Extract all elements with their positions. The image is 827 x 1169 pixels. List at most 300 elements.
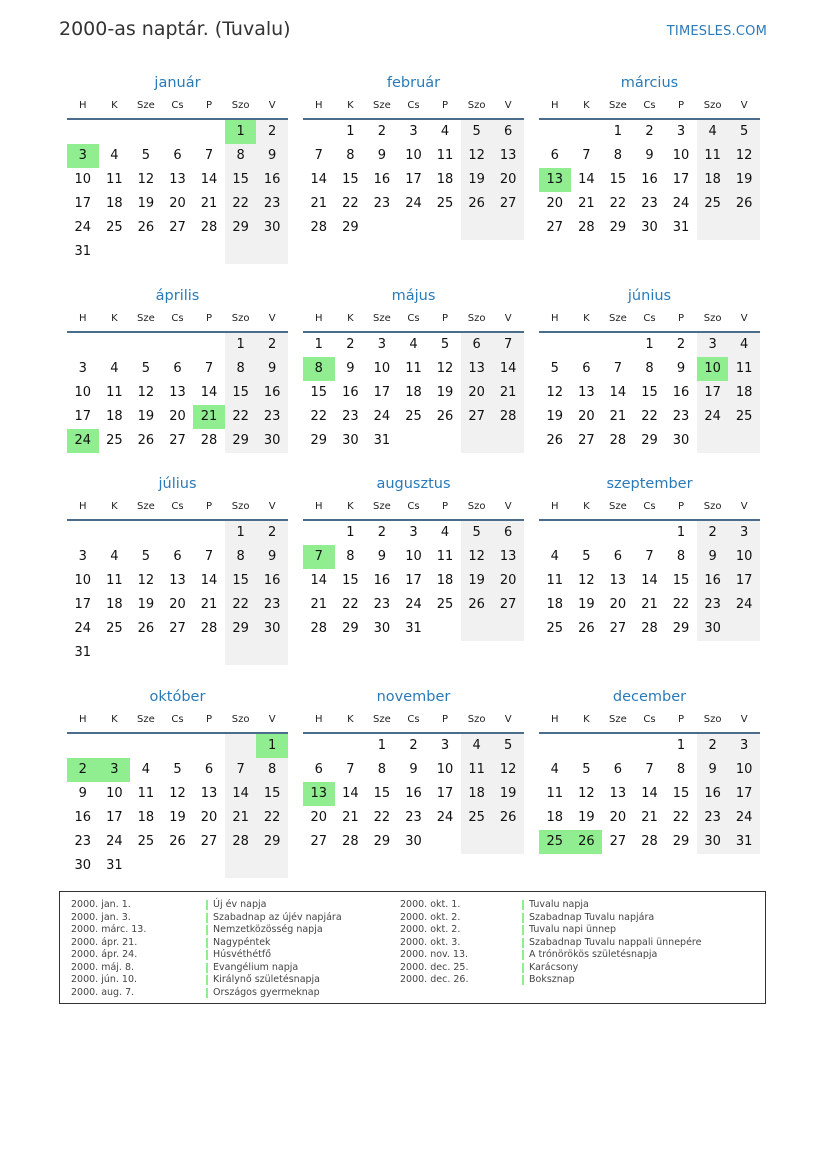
day-cell[interactable]: 4 bbox=[110, 361, 119, 376]
day-cell[interactable]: 12 bbox=[461, 545, 493, 569]
day-cell[interactable]: 30 bbox=[256, 617, 288, 641]
day-cell[interactable]: 18 bbox=[728, 381, 760, 405]
day-cell[interactable]: 4 bbox=[550, 762, 559, 777]
day-cell[interactable]: 5 bbox=[492, 734, 524, 758]
day-cell[interactable]: 21 bbox=[200, 597, 218, 612]
day-cell[interactable]: 27 bbox=[609, 621, 627, 636]
day-cell[interactable]: 20 bbox=[169, 409, 186, 424]
day-cell[interactable]: 9 bbox=[346, 361, 355, 376]
day-cell[interactable]: 3 bbox=[676, 124, 686, 139]
day-cell[interactable]: 13 bbox=[200, 786, 218, 801]
day-cell[interactable]: 21 bbox=[342, 810, 359, 825]
day-cell[interactable]: 5 bbox=[173, 762, 182, 777]
day-cell[interactable]: 25 bbox=[106, 433, 123, 448]
day-cell[interactable]: 16 bbox=[74, 810, 92, 825]
day-cell[interactable]: 4 bbox=[440, 124, 450, 139]
day-cell[interactable]: 8 bbox=[256, 758, 288, 782]
day-cell[interactable]: 14 bbox=[609, 385, 627, 400]
day-cell[interactable]: 20 bbox=[578, 409, 595, 424]
day-cell[interactable]: 9 bbox=[256, 144, 288, 168]
day-cell[interactable]: 10 bbox=[405, 549, 422, 564]
day-cell[interactable]: 18 bbox=[106, 409, 123, 424]
day-cell[interactable]: 7 bbox=[204, 361, 214, 376]
day-cell[interactable]: 1 bbox=[377, 738, 387, 753]
day-cell[interactable]: 18 bbox=[106, 597, 123, 612]
day-cell[interactable]: 14 bbox=[225, 782, 257, 806]
day-cell[interactable]: 31 bbox=[728, 830, 760, 854]
day-cell[interactable]: 16 bbox=[697, 569, 729, 593]
day-cell[interactable]: 10 bbox=[405, 148, 422, 163]
day-cell[interactable]: 20 bbox=[546, 196, 564, 211]
day-cell[interactable]: 30 bbox=[74, 858, 92, 873]
day-cell[interactable]: 7 bbox=[303, 545, 335, 569]
day-cell[interactable]: 3 bbox=[99, 758, 131, 782]
day-cell[interactable]: 15 bbox=[609, 172, 627, 187]
day-cell[interactable]: 29 bbox=[641, 433, 658, 448]
day-cell[interactable]: 5 bbox=[141, 148, 151, 163]
day-cell[interactable]: 28 bbox=[492, 405, 524, 429]
day-cell[interactable]: 25 bbox=[461, 806, 493, 830]
day-cell[interactable]: 2 bbox=[676, 337, 686, 352]
day-cell[interactable]: 21 bbox=[225, 806, 257, 830]
day-cell[interactable]: 25 bbox=[436, 196, 454, 211]
day-cell[interactable]: 9 bbox=[256, 545, 288, 569]
day-cell[interactable]: 26 bbox=[137, 220, 155, 235]
day-cell[interactable]: 9 bbox=[645, 148, 654, 163]
day-cell[interactable]: 31 bbox=[672, 220, 690, 235]
day-cell[interactable]: 28 bbox=[310, 220, 328, 235]
day-cell[interactable]: 14 bbox=[200, 385, 218, 400]
day-cell[interactable]: 30 bbox=[373, 621, 391, 636]
day-cell[interactable]: 22 bbox=[225, 192, 257, 216]
day-cell[interactable]: 10 bbox=[728, 758, 760, 782]
day-cell[interactable]: 4 bbox=[697, 120, 729, 144]
day-cell[interactable]: 31 bbox=[106, 858, 123, 873]
day-cell[interactable]: 1 bbox=[225, 333, 257, 357]
day-cell[interactable]: 27 bbox=[169, 621, 186, 636]
day-cell[interactable]: 27 bbox=[492, 593, 524, 617]
day-cell[interactable]: 24 bbox=[405, 597, 422, 612]
day-cell[interactable]: 17 bbox=[405, 573, 422, 588]
day-cell[interactable]: 2 bbox=[256, 120, 288, 144]
day-cell[interactable]: 23 bbox=[373, 196, 391, 211]
day-cell[interactable]: 15 bbox=[225, 569, 257, 593]
day-cell[interactable]: 23 bbox=[256, 405, 288, 429]
day-cell[interactable]: 8 bbox=[225, 545, 257, 569]
day-cell[interactable]: 22 bbox=[641, 409, 658, 424]
day-cell[interactable]: 23 bbox=[697, 593, 729, 617]
day-cell[interactable]: 11 bbox=[106, 573, 123, 588]
day-cell[interactable]: 23 bbox=[342, 409, 359, 424]
day-cell[interactable]: 9 bbox=[409, 762, 418, 777]
day-cell[interactable]: 19 bbox=[578, 810, 595, 825]
day-cell[interactable]: 28 bbox=[578, 220, 595, 235]
day-cell[interactable]: 29 bbox=[310, 433, 328, 448]
day-cell[interactable]: 10 bbox=[672, 148, 690, 163]
day-cell[interactable]: 30 bbox=[256, 216, 288, 240]
day-cell[interactable]: 26 bbox=[571, 830, 603, 854]
day-cell[interactable]: 8 bbox=[225, 144, 257, 168]
day-cell[interactable]: 12 bbox=[578, 786, 595, 801]
day-cell[interactable]: 30 bbox=[697, 617, 729, 641]
day-cell[interactable]: 12 bbox=[728, 144, 760, 168]
day-cell[interactable]: 25 bbox=[539, 830, 571, 854]
day-cell[interactable]: 12 bbox=[578, 573, 595, 588]
day-cell[interactable]: 4 bbox=[440, 525, 450, 540]
day-cell[interactable]: 17 bbox=[436, 786, 454, 801]
day-cell[interactable]: 16 bbox=[641, 172, 658, 187]
day-cell[interactable]: 4 bbox=[110, 549, 119, 564]
day-cell[interactable]: 29 bbox=[225, 617, 257, 641]
day-cell[interactable]: 18 bbox=[106, 196, 123, 211]
day-cell[interactable]: 16 bbox=[405, 786, 422, 801]
day-cell[interactable]: 12 bbox=[137, 172, 155, 187]
day-cell[interactable]: 27 bbox=[461, 405, 493, 429]
day-cell[interactable]: 24 bbox=[67, 429, 99, 453]
day-cell[interactable]: 27 bbox=[169, 220, 186, 235]
day-cell[interactable]: 22 bbox=[672, 810, 690, 825]
day-cell[interactable]: 14 bbox=[310, 172, 328, 187]
day-cell[interactable]: 3 bbox=[728, 734, 760, 758]
day-cell[interactable]: 16 bbox=[256, 569, 288, 593]
day-cell[interactable]: 12 bbox=[169, 786, 186, 801]
day-cell[interactable]: 30 bbox=[641, 220, 658, 235]
day-cell[interactable]: 17 bbox=[106, 810, 123, 825]
day-cell[interactable]: 25 bbox=[106, 220, 123, 235]
day-cell[interactable]: 15 bbox=[256, 782, 288, 806]
day-cell[interactable]: 15 bbox=[342, 573, 359, 588]
day-cell[interactable]: 12 bbox=[137, 385, 155, 400]
day-cell[interactable]: 2 bbox=[697, 734, 729, 758]
day-cell[interactable]: 5 bbox=[440, 337, 450, 352]
day-cell[interactable]: 6 bbox=[173, 549, 182, 564]
day-cell[interactable]: 2 bbox=[377, 124, 387, 139]
day-cell[interactable]: 2 bbox=[697, 521, 729, 545]
day-cell[interactable]: 26 bbox=[137, 621, 155, 636]
day-cell[interactable]: 7 bbox=[204, 148, 214, 163]
day-cell[interactable]: 15 bbox=[641, 385, 658, 400]
day-cell[interactable]: 23 bbox=[641, 196, 658, 211]
day-cell[interactable]: 27 bbox=[609, 834, 627, 849]
day-cell[interactable]: 13 bbox=[492, 545, 524, 569]
day-cell[interactable]: 19 bbox=[461, 569, 493, 593]
day-cell[interactable]: 9 bbox=[78, 786, 87, 801]
day-cell[interactable]: 17 bbox=[74, 196, 92, 211]
day-cell[interactable]: 22 bbox=[342, 196, 359, 211]
day-cell[interactable]: 25 bbox=[436, 597, 454, 612]
day-cell[interactable]: 24 bbox=[373, 409, 391, 424]
day-cell[interactable]: 24 bbox=[74, 220, 92, 235]
day-cell[interactable]: 19 bbox=[137, 196, 155, 211]
day-cell[interactable]: 6 bbox=[204, 762, 214, 777]
day-cell[interactable]: 20 bbox=[169, 196, 186, 211]
day-cell[interactable]: 9 bbox=[256, 357, 288, 381]
day-cell[interactable]: 5 bbox=[461, 521, 493, 545]
day-cell[interactable]: 13 bbox=[609, 786, 627, 801]
day-cell[interactable]: 30 bbox=[697, 830, 729, 854]
day-cell[interactable]: 8 bbox=[303, 357, 335, 381]
day-cell[interactable]: 10 bbox=[74, 385, 92, 400]
day-cell[interactable]: 23 bbox=[373, 597, 391, 612]
day-cell[interactable]: 19 bbox=[137, 597, 155, 612]
day-cell[interactable]: 29 bbox=[342, 220, 359, 235]
day-cell[interactable]: 3 bbox=[78, 361, 87, 376]
day-cell[interactable]: 14 bbox=[342, 786, 359, 801]
day-cell[interactable]: 9 bbox=[697, 545, 729, 569]
day-cell[interactable]: 24 bbox=[405, 196, 422, 211]
day-cell[interactable]: 2 bbox=[377, 525, 387, 540]
day-cell[interactable]: 24 bbox=[728, 806, 760, 830]
brand-link[interactable]: TIMESLES.COM bbox=[666, 24, 767, 39]
day-cell[interactable]: 22 bbox=[342, 597, 359, 612]
day-cell[interactable]: 31 bbox=[74, 244, 92, 259]
day-cell[interactable]: 1 bbox=[346, 124, 355, 139]
day-cell[interactable]: 1 bbox=[346, 525, 355, 540]
day-cell[interactable]: 6 bbox=[492, 120, 524, 144]
day-cell[interactable]: 22 bbox=[225, 593, 257, 617]
day-cell[interactable]: 28 bbox=[200, 220, 218, 235]
day-cell[interactable]: 19 bbox=[578, 597, 595, 612]
day-cell[interactable]: 23 bbox=[405, 810, 422, 825]
day-cell[interactable]: 4 bbox=[141, 762, 151, 777]
day-cell[interactable]: 23 bbox=[256, 593, 288, 617]
day-cell[interactable]: 26 bbox=[169, 834, 186, 849]
day-cell[interactable]: 13 bbox=[169, 573, 186, 588]
day-cell[interactable]: 14 bbox=[641, 573, 658, 588]
day-cell[interactable]: 17 bbox=[405, 172, 422, 187]
day-cell[interactable]: 26 bbox=[461, 192, 493, 216]
day-cell[interactable]: 4 bbox=[110, 148, 119, 163]
day-cell[interactable]: 21 bbox=[193, 405, 225, 429]
day-cell[interactable]: 20 bbox=[609, 597, 627, 612]
day-cell[interactable]: 8 bbox=[346, 549, 355, 564]
day-cell[interactable]: 26 bbox=[492, 806, 524, 830]
day-cell[interactable]: 29 bbox=[373, 834, 391, 849]
day-cell[interactable]: 16 bbox=[256, 381, 288, 405]
day-cell[interactable]: 5 bbox=[141, 361, 151, 376]
day-cell[interactable]: 11 bbox=[461, 758, 493, 782]
day-cell[interactable]: 7 bbox=[645, 762, 654, 777]
day-cell[interactable]: 4 bbox=[461, 734, 493, 758]
day-cell[interactable]: 21 bbox=[641, 810, 658, 825]
day-cell[interactable]: 11 bbox=[137, 786, 155, 801]
day-cell[interactable]: 7 bbox=[225, 758, 257, 782]
day-cell[interactable]: 11 bbox=[697, 144, 729, 168]
day-cell[interactable]: 5 bbox=[550, 361, 559, 376]
day-cell[interactable]: 16 bbox=[373, 573, 391, 588]
day-cell[interactable]: 17 bbox=[728, 782, 760, 806]
day-cell[interactable]: 25 bbox=[106, 621, 123, 636]
day-cell[interactable]: 15 bbox=[373, 786, 391, 801]
day-cell[interactable]: 3 bbox=[67, 144, 99, 168]
day-cell[interactable]: 28 bbox=[641, 834, 658, 849]
day-cell[interactable]: 18 bbox=[405, 385, 422, 400]
day-cell[interactable]: 19 bbox=[492, 782, 524, 806]
day-cell[interactable]: 12 bbox=[461, 144, 493, 168]
day-cell[interactable]: 13 bbox=[303, 782, 335, 806]
day-cell[interactable]: 20 bbox=[492, 569, 524, 593]
day-cell[interactable]: 15 bbox=[672, 573, 690, 588]
day-cell[interactable]: 11 bbox=[546, 573, 564, 588]
day-cell[interactable]: 9 bbox=[377, 549, 387, 564]
day-cell[interactable]: 9 bbox=[697, 758, 729, 782]
day-cell[interactable]: 18 bbox=[436, 573, 454, 588]
day-cell[interactable]: 8 bbox=[645, 361, 654, 376]
day-cell[interactable]: 2 bbox=[256, 333, 288, 357]
day-cell[interactable]: 24 bbox=[672, 196, 690, 211]
day-cell[interactable]: 19 bbox=[728, 168, 760, 192]
day-cell[interactable]: 4 bbox=[728, 333, 760, 357]
day-cell[interactable]: 2 bbox=[67, 758, 99, 782]
day-cell[interactable]: 6 bbox=[314, 762, 323, 777]
day-cell[interactable]: 5 bbox=[582, 549, 591, 564]
day-cell[interactable]: 13 bbox=[578, 385, 595, 400]
day-cell[interactable]: 18 bbox=[137, 810, 155, 825]
day-cell[interactable]: 22 bbox=[609, 196, 627, 211]
day-cell[interactable]: 14 bbox=[578, 172, 595, 187]
day-cell[interactable]: 16 bbox=[373, 172, 391, 187]
day-cell[interactable]: 19 bbox=[436, 385, 454, 400]
day-cell[interactable]: 30 bbox=[405, 834, 422, 849]
day-cell[interactable]: 24 bbox=[436, 810, 454, 825]
day-cell[interactable]: 8 bbox=[613, 148, 623, 163]
day-cell[interactable]: 2 bbox=[645, 124, 654, 139]
day-cell[interactable]: 17 bbox=[74, 597, 92, 612]
day-cell[interactable]: 27 bbox=[492, 192, 524, 216]
day-cell[interactable]: 12 bbox=[137, 573, 155, 588]
day-cell[interactable]: 4 bbox=[550, 549, 559, 564]
day-cell[interactable]: 7 bbox=[492, 333, 524, 357]
day-cell[interactable]: 18 bbox=[436, 172, 454, 187]
day-cell[interactable]: 23 bbox=[74, 834, 92, 849]
day-cell[interactable]: 22 bbox=[310, 409, 328, 424]
day-cell[interactable]: 28 bbox=[609, 433, 627, 448]
day-cell[interactable]: 26 bbox=[728, 192, 760, 216]
day-cell[interactable]: 3 bbox=[697, 333, 729, 357]
day-cell[interactable]: 28 bbox=[200, 621, 218, 636]
day-cell[interactable]: 7 bbox=[346, 762, 355, 777]
day-cell[interactable]: 25 bbox=[697, 192, 729, 216]
day-cell[interactable]: 29 bbox=[225, 429, 257, 453]
day-cell[interactable]: 31 bbox=[405, 621, 422, 636]
day-cell[interactable]: 21 bbox=[310, 196, 328, 211]
day-cell[interactable]: 21 bbox=[200, 196, 218, 211]
day-cell[interactable]: 24 bbox=[106, 834, 123, 849]
day-cell[interactable]: 13 bbox=[609, 573, 627, 588]
day-cell[interactable]: 27 bbox=[310, 834, 328, 849]
day-cell[interactable]: 6 bbox=[550, 148, 559, 163]
day-cell[interactable]: 21 bbox=[492, 381, 524, 405]
day-cell[interactable]: 8 bbox=[676, 762, 686, 777]
day-cell[interactable]: 25 bbox=[728, 405, 760, 429]
day-cell[interactable]: 2 bbox=[346, 337, 355, 352]
day-cell[interactable]: 28 bbox=[342, 834, 359, 849]
day-cell[interactable]: 19 bbox=[137, 409, 155, 424]
day-cell[interactable]: 27 bbox=[546, 220, 564, 235]
day-cell[interactable]: 25 bbox=[137, 834, 155, 849]
day-cell[interactable]: 18 bbox=[546, 597, 564, 612]
day-cell[interactable]: 28 bbox=[200, 433, 218, 448]
day-cell[interactable]: 28 bbox=[641, 621, 658, 636]
day-cell[interactable]: 22 bbox=[225, 405, 257, 429]
day-cell[interactable]: 23 bbox=[256, 192, 288, 216]
day-cell[interactable]: 15 bbox=[225, 168, 257, 192]
day-cell[interactable]: 1 bbox=[613, 124, 623, 139]
day-cell[interactable]: 11 bbox=[546, 786, 564, 801]
day-cell[interactable]: 22 bbox=[373, 810, 391, 825]
day-cell[interactable]: 14 bbox=[200, 172, 218, 187]
day-cell[interactable]: 5 bbox=[141, 549, 151, 564]
day-cell[interactable]: 26 bbox=[461, 593, 493, 617]
day-cell[interactable]: 1 bbox=[645, 337, 654, 352]
day-cell[interactable]: 5 bbox=[582, 762, 591, 777]
day-cell[interactable]: 6 bbox=[613, 549, 623, 564]
day-cell[interactable]: 1 bbox=[256, 734, 288, 758]
day-cell[interactable]: 14 bbox=[641, 786, 658, 801]
day-cell[interactable]: 30 bbox=[342, 433, 359, 448]
day-cell[interactable]: 17 bbox=[728, 569, 760, 593]
day-cell[interactable]: 13 bbox=[539, 168, 571, 192]
day-cell[interactable]: 17 bbox=[74, 409, 92, 424]
day-cell[interactable]: 7 bbox=[645, 549, 654, 564]
day-cell[interactable]: 8 bbox=[346, 148, 355, 163]
day-cell[interactable]: 1 bbox=[225, 521, 257, 545]
day-cell[interactable]: 31 bbox=[373, 433, 391, 448]
day-cell[interactable]: 7 bbox=[582, 148, 591, 163]
day-cell[interactable]: 26 bbox=[137, 433, 155, 448]
day-cell[interactable]: 15 bbox=[672, 786, 690, 801]
day-cell[interactable]: 19 bbox=[461, 168, 493, 192]
day-cell[interactable]: 26 bbox=[436, 409, 454, 424]
day-cell[interactable]: 8 bbox=[225, 357, 257, 381]
day-cell[interactable]: 6 bbox=[173, 148, 182, 163]
day-cell[interactable]: 14 bbox=[492, 357, 524, 381]
day-cell[interactable]: 16 bbox=[697, 782, 729, 806]
day-cell[interactable]: 20 bbox=[169, 597, 186, 612]
day-cell[interactable]: 20 bbox=[200, 810, 218, 825]
day-cell[interactable]: 7 bbox=[314, 148, 323, 163]
day-cell[interactable]: 29 bbox=[609, 220, 627, 235]
day-cell[interactable]: 30 bbox=[256, 429, 288, 453]
day-cell[interactable]: 1 bbox=[225, 120, 257, 144]
day-cell[interactable]: 17 bbox=[672, 172, 690, 187]
day-cell[interactable]: 3 bbox=[377, 337, 387, 352]
day-cell[interactable]: 1 bbox=[314, 337, 323, 352]
day-cell[interactable]: 15 bbox=[225, 381, 257, 405]
day-cell[interactable]: 1 bbox=[676, 738, 686, 753]
day-cell[interactable]: 19 bbox=[169, 810, 186, 825]
day-cell[interactable]: 29 bbox=[672, 621, 690, 636]
day-cell[interactable]: 14 bbox=[310, 573, 328, 588]
day-cell[interactable]: 16 bbox=[342, 385, 359, 400]
day-cell[interactable]: 22 bbox=[672, 597, 690, 612]
day-cell[interactable]: 12 bbox=[546, 385, 564, 400]
day-cell[interactable]: 13 bbox=[169, 172, 186, 187]
day-cell[interactable]: 3 bbox=[728, 521, 760, 545]
day-cell[interactable]: 11 bbox=[106, 385, 123, 400]
day-cell[interactable]: 18 bbox=[697, 168, 729, 192]
day-cell[interactable]: 27 bbox=[169, 433, 186, 448]
day-cell[interactable]: 10 bbox=[106, 786, 123, 801]
day-cell[interactable]: 8 bbox=[676, 549, 686, 564]
day-cell[interactable]: 18 bbox=[546, 810, 564, 825]
day-cell[interactable]: 6 bbox=[173, 361, 182, 376]
day-cell[interactable]: 11 bbox=[436, 148, 454, 163]
day-cell[interactable]: 12 bbox=[492, 758, 524, 782]
day-cell[interactable]: 24 bbox=[74, 621, 92, 636]
day-cell[interactable]: 5 bbox=[461, 120, 493, 144]
day-cell[interactable]: 11 bbox=[436, 549, 454, 564]
